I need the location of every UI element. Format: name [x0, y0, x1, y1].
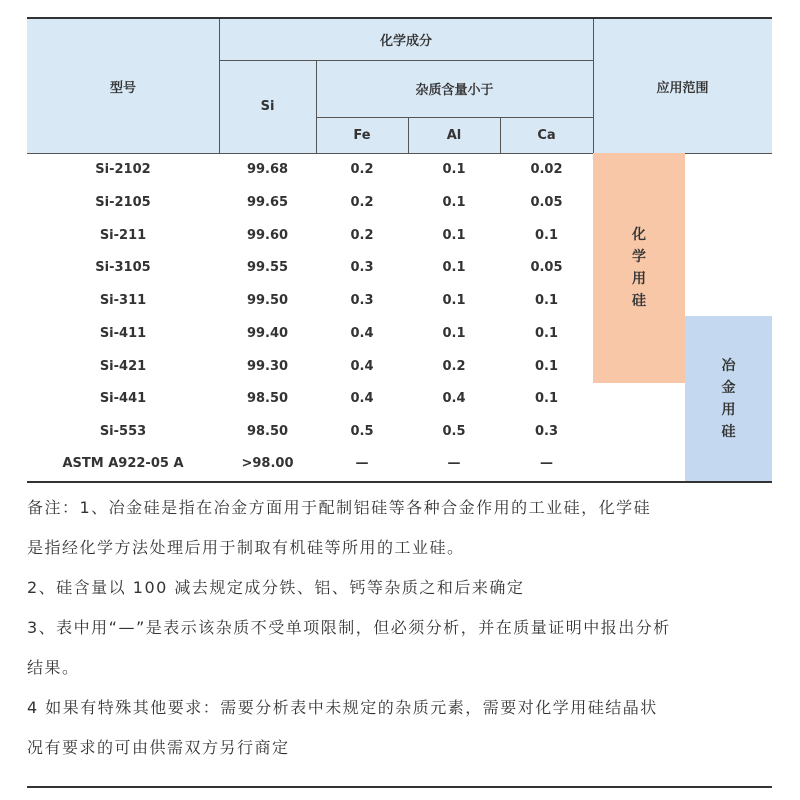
cell-model: Si-421	[99, 359, 147, 374]
metallurgical-label-char: 冶	[721, 357, 736, 374]
table-bottom-rule	[27, 481, 772, 483]
cell-fe: 0.3	[350, 293, 374, 308]
table-row	[27, 251, 595, 284]
header-al: Al	[446, 127, 462, 143]
chemical-silicon-block	[593, 153, 685, 383]
header-model: 型号	[109, 80, 136, 96]
cell-al: —	[447, 456, 461, 471]
table-row	[27, 447, 595, 480]
note-line: 4 如果有特殊其他要求：需要分析表中未规定的杂质元素，需要对化学用硅结晶状	[27, 698, 658, 717]
cell-fe: 0.3	[350, 260, 374, 275]
note-line: 结果。	[27, 658, 80, 677]
cell-model: Si-411	[99, 326, 147, 341]
cell-al: 0.4	[442, 391, 466, 406]
cell-si: 99.50	[246, 293, 289, 308]
notes-section	[27, 488, 775, 768]
cell-si: >98.00	[241, 456, 294, 471]
cell-al: 0.1	[442, 162, 466, 177]
header-composition: 化学成分	[379, 34, 432, 49]
cell-model: Si-441	[99, 391, 147, 406]
cell-ca: —	[540, 456, 553, 471]
table-row	[27, 153, 595, 186]
metallurgical-silicon-block	[685, 316, 772, 481]
chemical-label-char: 化	[632, 227, 646, 243]
cell-model: Si-2102	[95, 162, 151, 177]
cell-model: ASTM A922-05 A	[62, 456, 184, 471]
cell-al: 0.1	[442, 195, 466, 210]
cell-fe: 0.4	[350, 391, 374, 406]
cell-si: 99.60	[246, 228, 289, 243]
cell-si: 99.55	[246, 260, 289, 275]
cell-model: Si-553	[99, 424, 147, 439]
cell-fe: 0.2	[350, 162, 374, 177]
table-row	[27, 284, 595, 317]
metallurgical-label-char: 金	[721, 379, 736, 396]
header-application: 应用范围	[656, 80, 709, 96]
chemical-label-char: 用	[632, 271, 646, 287]
table-row	[27, 350, 595, 383]
note-line: 2、硅含量以 100 减去规定成分铁、铝、钙等杂质之和后来确定	[27, 578, 525, 597]
cell-fe: 0.4	[350, 359, 374, 374]
cell-ca: 0.02	[530, 162, 563, 177]
cell-ca: 0.1	[534, 391, 559, 406]
cell-ca: 0.1	[534, 326, 559, 341]
cell-si: 99.40	[246, 326, 289, 341]
table-row	[27, 415, 595, 448]
cell-al: 0.1	[442, 293, 466, 308]
cell-si: 99.30	[246, 359, 289, 374]
cell-si: 99.65	[246, 195, 289, 210]
cell-si: 98.50	[246, 391, 289, 406]
cell-al: 0.1	[442, 260, 466, 275]
cell-al: 0.1	[442, 326, 466, 341]
chemical-label-char: 学	[632, 249, 646, 265]
cell-ca: 0.1	[534, 293, 559, 308]
metallurgical-label-char: 用	[721, 401, 736, 418]
cell-fe: —	[355, 456, 369, 471]
cell-si: 98.50	[246, 424, 289, 439]
cell-fe: 0.2	[350, 228, 374, 243]
cell-fe: 0.4	[350, 326, 374, 341]
note-line: 况有要求的可由供需双方另行商定	[27, 738, 290, 757]
cell-al: 0.1	[442, 228, 466, 243]
cell-ca: 0.05	[530, 260, 563, 275]
bottom-rule	[27, 786, 772, 788]
cell-ca: 0.05	[530, 195, 563, 210]
cell-al: 0.5	[442, 424, 466, 439]
table-row	[27, 219, 595, 252]
cell-model: Si-311	[99, 293, 147, 308]
table-row	[27, 317, 595, 350]
cell-ca: 0.1	[534, 228, 559, 243]
note-line: 备注：1、冶金硅是指在冶金方面用于配制铝硅等各种合金作用的工业硅，化学硅	[27, 498, 652, 517]
header-ca: Ca	[537, 127, 556, 143]
cell-ca: 0.1	[534, 359, 559, 374]
header-si: Si	[260, 99, 275, 114]
note-line: 是指经化学方法处理后用于制取有机硅等所用的工业硅。	[27, 538, 465, 557]
cell-si: 99.68	[246, 162, 289, 177]
table-row	[27, 186, 595, 219]
cell-fe: 0.2	[350, 195, 374, 210]
header-fe: Fe	[353, 127, 371, 143]
header-impurity: 杂质含量小于	[415, 83, 494, 98]
chemical-label-char: 硅	[632, 293, 646, 309]
cell-model: Si-2105	[95, 195, 151, 210]
cell-al: 0.2	[442, 359, 466, 374]
note-line: 3、表中用“—”是表示该杂质不受单项限制，但必须分析，并在质量证明中报出分析	[27, 618, 671, 637]
cell-model: Si-3105	[95, 260, 151, 275]
table-row	[27, 382, 595, 415]
metallurgical-label-char: 硅	[721, 423, 736, 440]
cell-ca: 0.3	[534, 424, 559, 439]
cell-model: Si-211	[99, 228, 147, 243]
cell-fe: 0.5	[350, 424, 374, 439]
